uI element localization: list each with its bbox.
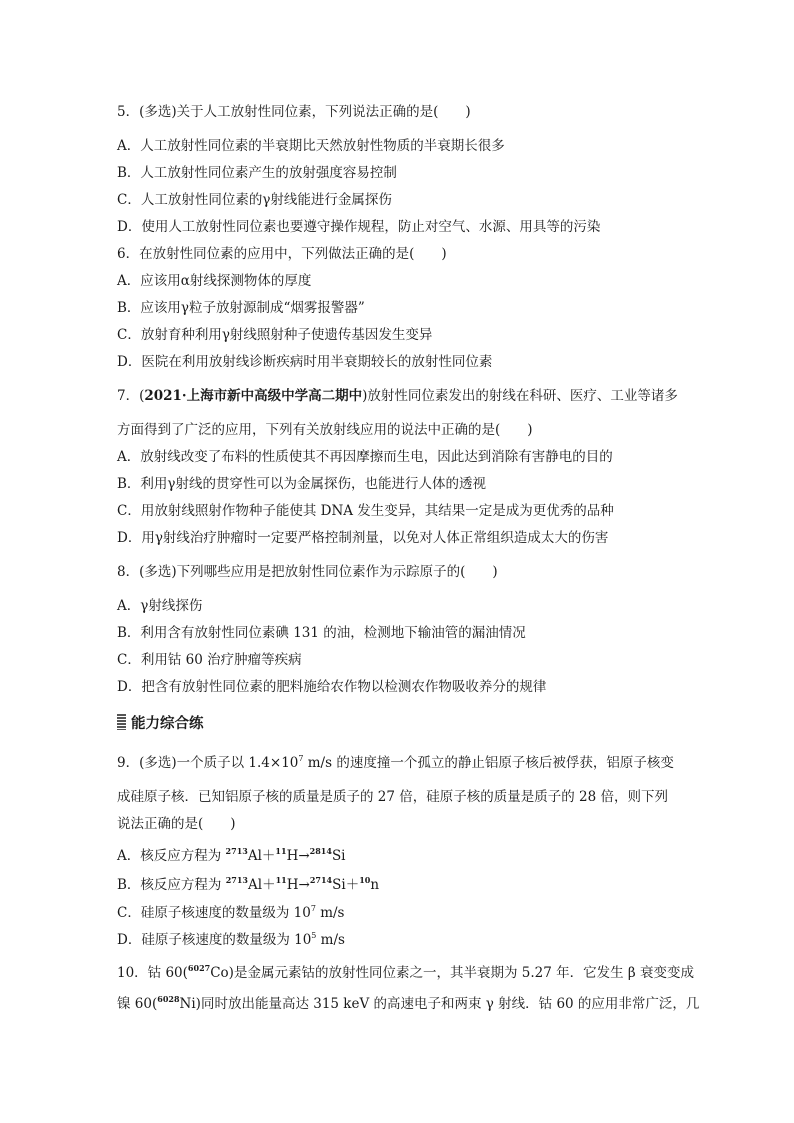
q6-stem: 6．在放射性同位素的应用中，下列做法正确的是( ) — [117, 246, 447, 262]
q9-b-si: Si — [332, 877, 346, 893]
section-title: 能力综合练 — [131, 715, 204, 732]
q9-d-post: m/s — [316, 932, 345, 948]
q9-option-c — [117, 904, 344, 924]
q7-source-school: 上海市新中高级中学高二期中 — [186, 388, 363, 404]
q7-option-d: D．用γ射线治疗肿瘤时一定要严格控制剂量，以免对人体正常组织造成太大的伤害 — [117, 530, 609, 546]
q9-a-al-z: 13 — [236, 846, 248, 856]
q9-b-h-mass: 1 — [275, 875, 282, 885]
q9-a-si: Si — [331, 848, 346, 864]
q9-stem-exponent: 7 — [298, 754, 304, 763]
q7-option-a: A．放射线改变了布料的性质使其不再因摩擦而生电，因此达到消除有害静电的目的 — [117, 449, 613, 465]
q8-option-d: D．把含有放射性同位素的肥料施给农作物以检测农作物吸收养分的规律 — [117, 679, 547, 695]
q7-option-b: B．利用γ射线的贯穿性可以为金属探伤，也能进行人体的透视 — [117, 476, 486, 492]
q9-a-al: Al — [247, 848, 262, 864]
q9-c-post: m/s — [315, 905, 345, 921]
q10-ni: Ni — [179, 996, 196, 1012]
q9-b-n: n — [370, 877, 380, 893]
q9-b-n-z: 0 — [364, 875, 371, 885]
q10-l1-post: )是金属元素钴的放射性同位素之一，其半衰期为 5.27 年．它发生 β 衰变变成 — [228, 965, 694, 981]
q9-option-a — [117, 847, 346, 866]
q10-ni-mass: 60 — [157, 994, 169, 1004]
q9-stem-line3: 说法正确的是( ) — [117, 816, 236, 832]
q10-co-mass: 60 — [187, 963, 200, 973]
q9-c-pre: C．硅原子核速度的数量级为 10 — [117, 905, 311, 921]
q9-a-h-mass: 1 — [275, 846, 281, 856]
q9-a-si-mass: 28 — [309, 846, 321, 856]
q6-option-d: D．医院在利用放射线诊断疾病时用半衰期较长的放射性同位素 — [117, 354, 493, 370]
q9-c-exponent: 7 — [310, 904, 316, 913]
q9-stem — [117, 754, 674, 774]
section-heading — [117, 713, 204, 731]
q8-option-b: B．利用含有放射性同位素碘 131 的油，检测地下输油管的漏油情况 — [117, 625, 526, 641]
q9-a-label: A．核反应方程为 — [117, 848, 226, 864]
q10-stem-line2 — [117, 995, 699, 1014]
q6-option-a: A．应该用α射线探测物体的厚度 — [117, 273, 312, 289]
q6-option-b: B．应该用γ粒子放射源制成“烟雾报警器” — [117, 300, 365, 316]
q7-number: 7．( — [117, 388, 145, 404]
q9-b-si-z: 14 — [320, 875, 333, 885]
q9-a-si-z: 14 — [320, 846, 332, 856]
q9-b-n-mass: 1 — [359, 875, 365, 885]
q5-stem: 5．(多选)关于人工放射性同位素，下列说法正确的是( ) — [117, 104, 471, 120]
q9-stem-line2: 成硅原子核．已知铝原子核的质量是质子的 27 倍，硅原子核的质量是质子的 28 倍，则下列 — [117, 789, 669, 805]
q5-option-a: A．人工放射性同位素的半衰期比天然放射性物质的半衰期长很多 — [117, 138, 505, 154]
q5-option-d: D．使用人工放射性同位素也要遵守操作规程，防止对空气、水源、用具等的污染 — [117, 219, 601, 235]
q6-option-c: C．放射育种利用γ射线照射种子使遗传基因发生变异 — [117, 327, 433, 343]
q10-l2-pre: 镍 60( — [117, 996, 158, 1012]
q9-a-arrow: → — [298, 848, 310, 864]
q10-ni-z: 28 — [168, 994, 180, 1004]
q7-stem-line2: 方面得到了广泛的应用，下列有关放射线应用的说法中正确的是( ) — [117, 422, 533, 438]
q9-b-al-mass: 27 — [225, 875, 237, 885]
q9-b-h-z: 1 — [281, 875, 287, 885]
q10-l1-pre: 10．钴 60( — [117, 965, 188, 981]
q8-option-c: C．利用钴 60 治疗肿瘤等疾病 — [117, 652, 302, 668]
q8-stem: 8．(多选)下列哪些应用是把放射性同位素作为示踪原子的( ) — [117, 564, 498, 580]
q10-co: Co — [210, 965, 229, 981]
q9-b-label: B．核反应方程为 — [117, 877, 226, 893]
q5-option-b: B．人工放射性同位素产生的放射强度容易控制 — [117, 165, 397, 181]
q9-stem-post: m/s 的速度撞一个孤立的静止铝原子核后被俘获，铝原子核变 — [303, 755, 674, 771]
q10-co-z: 27 — [199, 963, 211, 973]
q9-stem-pre: 9．(多选)一个质子以 1.4×10 — [117, 755, 299, 771]
q9-option-b — [117, 876, 379, 895]
q9-b-plus-2: ＋ — [345, 877, 360, 893]
q9-b-plus: ＋ — [262, 877, 276, 893]
q9-option-d — [117, 931, 345, 951]
q9-a-al-mass: 27 — [225, 846, 237, 856]
q9-d-exponent: 5 — [311, 931, 317, 940]
q5-option-c: C．人工放射性同位素的γ射线能进行金属探伤 — [117, 192, 392, 208]
q10-stem-line1 — [117, 964, 694, 983]
q9-b-si-mass: 27 — [309, 875, 321, 885]
q10-l2-post: )同时放出能量高达 315 keV 的高速电子和两束 γ 射线．钴 60 的应用非常广泛，几 — [195, 996, 700, 1012]
q7-stem — [117, 387, 678, 405]
section-marker-icon — [117, 714, 126, 730]
q9-a-h-z: 1 — [280, 846, 287, 856]
q9-b-arrow: → — [298, 877, 310, 893]
q7-stem-text: )放射性同位素发出的射线在科研、医疗、工业等诸多 — [362, 388, 678, 404]
q9-b-h: H — [286, 877, 299, 893]
q9-a-h: H — [286, 848, 299, 864]
q8-option-a: A．γ射线探伤 — [117, 598, 203, 614]
q9-d-pre: D．硅原子核速度的数量级为 10 — [117, 932, 312, 948]
q7-option-c: C．用放射线照射作物种子能使其 DNA 发生变异，其结果一定是成为更优秀的品种 — [117, 503, 614, 519]
q7-source-year: 2021· — [144, 388, 187, 404]
q9-b-al: Al — [248, 877, 263, 893]
q9-a-plus: ＋ — [261, 848, 276, 864]
q9-b-al-z: 13 — [236, 875, 248, 885]
